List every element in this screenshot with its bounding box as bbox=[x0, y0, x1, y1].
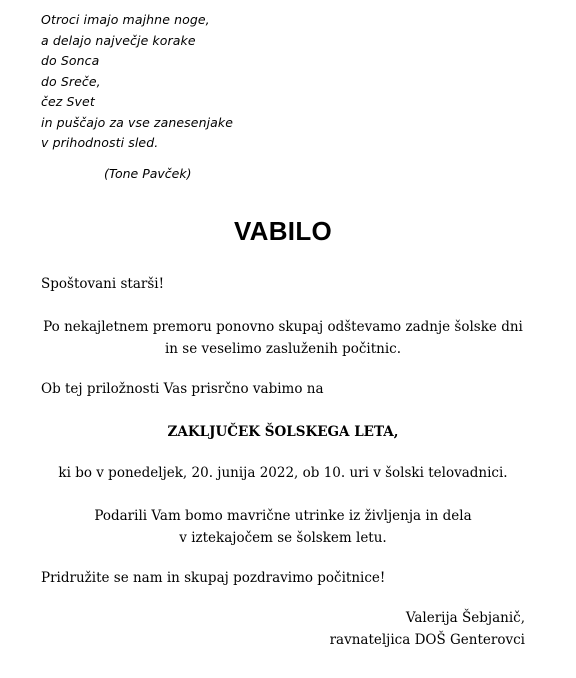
gift-line: Podarili Vam bomo mavrične utrinke iz življenja in dela bbox=[94, 508, 472, 524]
poem-quote bbox=[41, 10, 233, 154]
gift-line: v iztekajočem se šolskem letu. bbox=[179, 530, 387, 546]
event-details: ki bo v ponedeljek, 20. junija 2022, ob 10. uri v šolski telovadnici. bbox=[58, 465, 508, 481]
poem-line: Otroci imajo majhne noge, bbox=[41, 12, 210, 27]
intro-line: in se veselimo zasluženih počitnic. bbox=[164, 341, 402, 357]
intro-line: Po nekajletnem premoru ponovno skupaj odštevamo zadnje šolske dni bbox=[43, 319, 523, 335]
intro-paragraph bbox=[0, 316, 566, 360]
poem-line: čez Svet bbox=[41, 94, 95, 109]
signature-role: ravnateljica DOŠ Genterovci bbox=[329, 632, 525, 648]
poem-line: do Sreče, bbox=[41, 73, 101, 89]
greeting: Spoštovani starši! bbox=[41, 276, 165, 292]
poem-line: do Sonca bbox=[41, 53, 100, 68]
invitation-title: VABILO bbox=[233, 216, 333, 246]
poem-line: v prihodnosti sled. bbox=[41, 135, 159, 150]
poem-author: (Tone Pavček) bbox=[104, 166, 192, 181]
signature-name: Valerija Šebjanič, bbox=[405, 610, 525, 626]
gift-paragraph bbox=[0, 505, 566, 549]
poem-line: a delajo največje korake bbox=[41, 32, 196, 48]
invite-line: Ob tej priložnosti Vas prisrčno vabimo na bbox=[41, 381, 324, 397]
event-name: ZAKLJUČEK ŠOLSKEGA LETA, bbox=[167, 424, 399, 440]
poem-line: in puščajo za vse zanesenjake bbox=[41, 114, 234, 130]
signature-block bbox=[330, 607, 525, 651]
closing-line: Pridružite se nam in skupaj pozdravimo počitnice! bbox=[41, 570, 386, 586]
